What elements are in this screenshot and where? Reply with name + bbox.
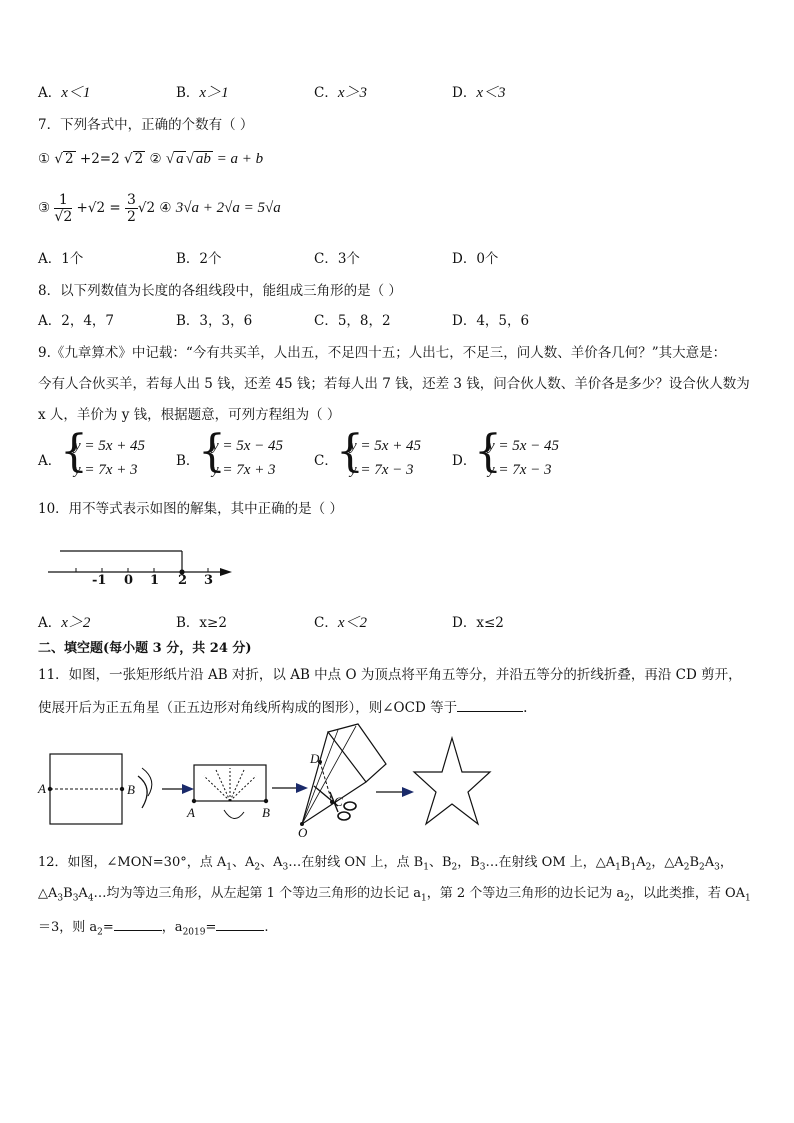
q11-figure — [38, 722, 498, 840]
q6-option-a: A．x＜1 — [38, 85, 91, 101]
q11-fold-curve-3 — [224, 810, 244, 819]
q9-option-c-label: C． — [314, 453, 338, 469]
q9-line3: x 人，羊价为 y 钱，根据题意，可列方程组为（ ） — [38, 407, 341, 423]
q9-line1: 9.《九章算术》中记载：“今有共买羊，人出五，不足四十五；人出七，不足三，问人数、羊价各几何？”其大意是： — [38, 345, 727, 361]
q12-line1: 12．如图，∠MON=30°，点 $A_1$、$A_2$、$A_3\dots$在射线 ON 上，点 $B_1$、$B_2$，$B_3\dots$在射线 OM 上，$\triangle A_1B_1A_2$，$\triangle A_2B_2A_3$， — [38, 855, 733, 873]
q10-label-2: 2 — [178, 573, 188, 588]
q11-label-a2: A — [187, 805, 195, 820]
q6-option-b: B．x＞1 — [176, 85, 229, 101]
q7-option-b: B．2个 — [176, 251, 222, 267]
q8-option-d: D．4，5，6 — [452, 313, 530, 329]
q11-answer-blank — [457, 697, 523, 712]
q12-answer-blank-1 — [114, 916, 162, 931]
q12-line3: ＝3，则 $a_2=$ ，$a_{2019}=$ . — [38, 916, 269, 942]
q6-option-d: D．x＜3 — [452, 85, 506, 101]
q11-label-a: A — [38, 781, 46, 796]
q10-option-c: C．x＜2 — [314, 615, 368, 631]
q8-option-b: B．3，3，6 — [176, 313, 253, 329]
q11-label-d: D — [310, 751, 320, 766]
q11-fivefold-ray — [204, 776, 230, 801]
q11-label-b2: B — [262, 805, 270, 820]
q10-label-3: 3 — [204, 573, 214, 588]
q7-items-row2: ③ $\frac{1}{√2}$ +√2 = $\frac{3}{2}$ √2 ④ 3√a + 2√a = 5√a — [38, 192, 281, 225]
q11-fold-curve — [138, 776, 147, 808]
q11-point-b2 — [264, 799, 268, 803]
q11-point-a2 — [192, 799, 196, 803]
q7-items-row1: ① √ 2 +2=2 √ 2 ② √ a √ ab = a + b — [38, 151, 264, 167]
q11-label-c: C — [334, 794, 343, 809]
q10-label-1: 1 — [150, 573, 160, 588]
q11-star — [414, 738, 490, 824]
q12-answer-blank-2 — [216, 916, 264, 931]
q11-arrowhead-3 — [402, 787, 414, 797]
q11-point-a — [48, 787, 52, 791]
section2-heading: 二、填空题(每小题 3 分，共 24 分) — [38, 641, 252, 656]
q7-option-a: A．1个 — [38, 251, 84, 267]
q11-label-o: O — [298, 825, 308, 840]
q8-stem: 8．以下列数值为长度的各组线段中，能组成三角形的是（ ） — [38, 283, 402, 299]
q11-arrowhead-1 — [182, 784, 194, 794]
q7-stem: 7．下列各式中，正确的个数有（ ） — [38, 117, 254, 133]
q10-option-b: B．x≥2 — [176, 615, 227, 631]
q11-point-b — [120, 787, 124, 791]
q11-arrowhead-2 — [296, 783, 308, 793]
q7-option-d: D．0个 — [452, 251, 499, 267]
q10-label-neg1: -1 — [92, 573, 107, 588]
q9-line2: 今有人合伙买羊，若每人出 5 钱，还差 45 钱；若每人出 7 钱，还差 3 钱，问合伙人数、羊价各是多少？设合伙人数为 — [38, 376, 750, 392]
q11-line1: 11．如图，一张矩形纸片沿 AB 对折，以 AB 中点 O 为顶点将平角五等分，并沿五等分的折线折叠，再沿 CD 剪开， — [38, 667, 742, 683]
q11-wedge-fold — [302, 730, 338, 824]
q7-option-c: C．3个 — [314, 251, 360, 267]
q8-option-c: C．5，8，2 — [314, 313, 391, 329]
q11-label-b: B — [127, 782, 135, 797]
q11-line2: 使展开后为正五角星（正五边形对角线所构成的图形），则∠OCD 等于 . — [38, 697, 527, 717]
q10-axis-arrow — [220, 568, 232, 576]
q11-fivefold-ray — [230, 776, 256, 801]
q9-option-b-label: B． — [176, 453, 200, 469]
q10-option-d: D．x≤2 — [452, 615, 504, 631]
q10-label-0: 0 — [124, 573, 134, 588]
q11-fivefold-ray — [216, 770, 230, 801]
q9-option-d-label: D． — [452, 453, 477, 469]
q11-fivefold-ray — [230, 770, 244, 801]
q10-option-a: A．x＞2 — [38, 615, 91, 631]
q12-line2: $\triangle A_3B_3A_4\dots$均为等边三角形，从左起第 1 个等边三角形的边长记 $a_1$，第 2 个等边三角形的边长记为 $a_2$，以此类推，若 $OA_1$ — [38, 886, 751, 904]
q6-option-c: C．x＞3 — [314, 85, 368, 101]
q10-stem: 10．用不等式表示如图的解集，其中正确的是（ ） — [38, 501, 343, 517]
q9-option-a-label: A． — [38, 453, 62, 469]
q8-option-a: A．2，4，7 — [38, 313, 115, 329]
